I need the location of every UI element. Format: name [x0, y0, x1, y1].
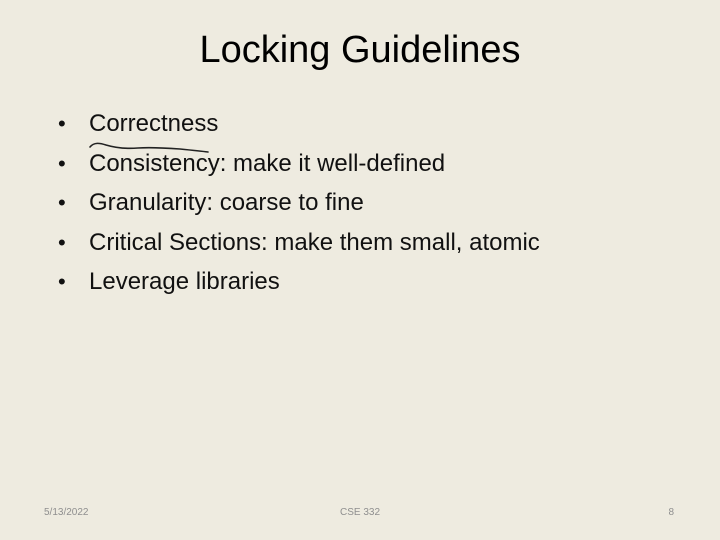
- bullet-item-granularity: [58, 183, 540, 223]
- footer-course: CSE 332: [339, 507, 381, 518]
- bullet-symbol: •: [58, 269, 66, 294]
- bullet-item-correctness: [58, 104, 540, 144]
- slide-title: Locking Guidelines: [199, 29, 521, 71]
- footer-page-number: 8: [668, 507, 674, 518]
- bullet-text: Leverage libraries: [89, 268, 280, 295]
- bullet-text: Critical Sections: make them small, atomic: [89, 228, 540, 256]
- handwritten-curve: [90, 143, 208, 152]
- footer-date: 5/13/2022: [44, 507, 89, 518]
- bullet-symbol: •: [58, 190, 66, 215]
- bullet-item-critical-sections: [58, 223, 540, 263]
- bullet-text: Consistency: make it well-defined: [89, 149, 446, 177]
- bullet-text: Correctness: [89, 110, 219, 137]
- bullet-text: Granularity: coarse to fine: [89, 189, 364, 216]
- bullet-list: [58, 104, 540, 302]
- bullet-symbol: •: [58, 229, 66, 255]
- bullet-item-leverage-libraries: [58, 262, 540, 302]
- bullet-symbol: •: [58, 150, 66, 176]
- ink-annotation: [82, 140, 214, 158]
- bullet-symbol: •: [58, 111, 66, 136]
